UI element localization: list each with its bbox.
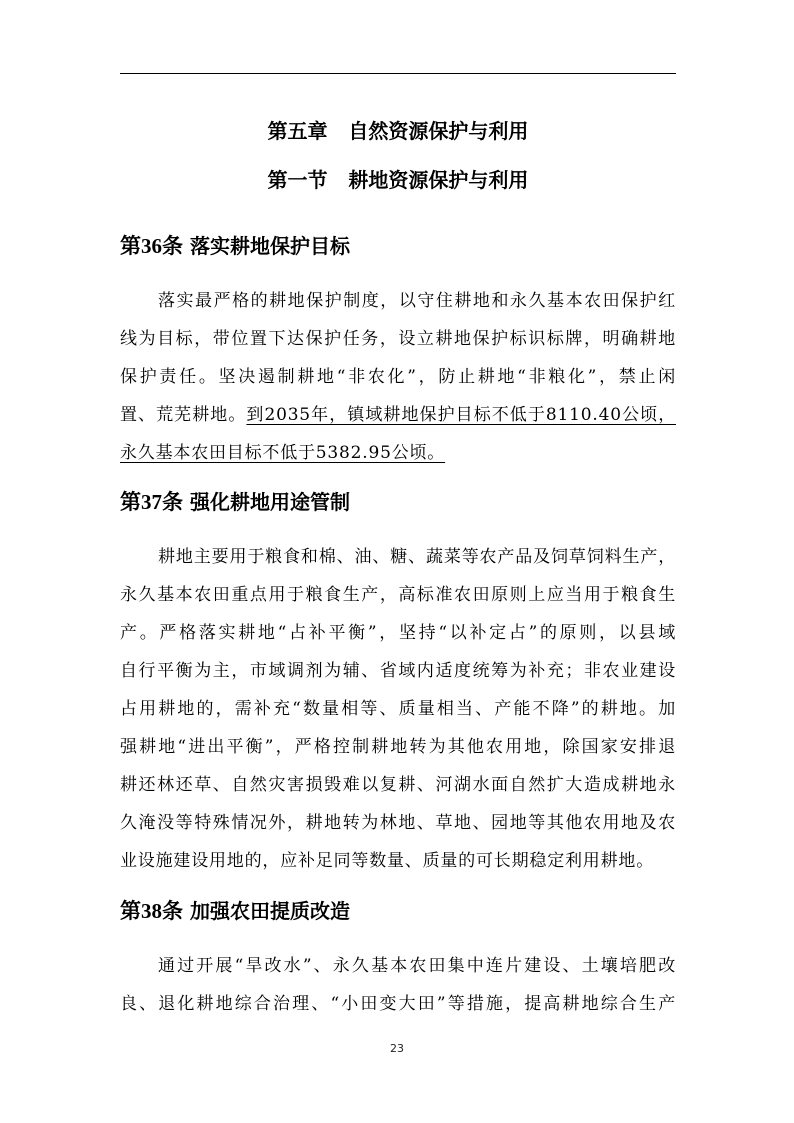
paragraph-line: 产。严格落实耕地“占补平衡”，坚持“以补定占”的原则，以县域 (120, 623, 676, 643)
paragraph-line: 良、退化耕地综合治理、“小田变大田”等措施，提高耕地综合生产 (120, 994, 676, 1014)
chapter-title: 第五章 自然资源保护与利用 (267, 119, 529, 143)
paragraph-line: 自行平衡为主，市域调剂为辅、省域内适度统筹为补充；非农业建设 (120, 661, 676, 681)
article-title: 强化耕地用途管制 (183, 490, 350, 514)
page-number: 23 (390, 1042, 404, 1055)
paragraph-line: 落实最严格的耕地保护制度，以守住耕地和永久基本农田保护红 (158, 291, 676, 311)
section-title: 第一节 耕地资源保护与利用 (267, 168, 529, 192)
paragraph-line: 耕地主要用于粮食和棉、油、糖、蔬菜等农产品及饲草饲料生产， (158, 547, 676, 567)
paragraph-line: 保护责任。坚决遏制耕地“非农化”，防止耕地“非粮化”，禁止闲 (120, 367, 676, 387)
article-number: 第38条 (120, 899, 183, 923)
article-36-body (120, 282, 676, 472)
paragraph-line (120, 434, 676, 472)
article-38-body (120, 947, 676, 1023)
article-37-heading (120, 486, 676, 518)
article-title: 加强农田提质改造 (183, 899, 350, 923)
article-38-heading (120, 895, 676, 927)
paragraph-line: 永久基本农田重点用于粮食生产，高标准农田原则上应当用于粮食生 (120, 585, 676, 605)
article-36-heading (120, 230, 676, 262)
article-37-body (120, 538, 676, 880)
paragraph-line: 耕还林还草、自然灾害损毁难以复耕、河湖水面自然扩大造成耕地永 (120, 775, 676, 795)
paragraph-line: 线为目标，带位置下达保护任务，设立耕地保护标识标牌，明确耕地 (120, 329, 676, 349)
paragraph-line: 占用耕地的，需补充“数量相等、质量相当、产能不降”的耕地。加 (120, 699, 676, 719)
paragraph-line: 通过开展“旱改水”、永久基本农田集中连片建设、土壤培肥改 (158, 956, 676, 976)
header-rule (120, 73, 676, 74)
article-title: 落实耕地保护目标 (183, 234, 350, 258)
paragraph-line: 久淹没等特殊情况外，耕地转为林地、草地、园地等其他农用地及农 (120, 813, 676, 833)
protection-target-text: 永久基本农田目标不低于5382.95公顷。 (120, 443, 446, 463)
article-number: 第37条 (120, 490, 183, 514)
paragraph-text: 置、荒芜耕地。 (120, 405, 247, 425)
paragraph-line: 强耕地“进出平衡”，严格控制耕地转为其他农用地，除国家安排退 (120, 737, 676, 757)
paragraph-line (120, 396, 676, 434)
paragraph-line: 业设施建设用地的，应补足同等数量、质量的可长期稳定利用耕地。 (120, 851, 654, 871)
protection-target-text: 到2035年，镇域耕地保护目标不低于8110.40公顷， (246, 405, 676, 425)
article-number: 第36条 (120, 234, 183, 258)
